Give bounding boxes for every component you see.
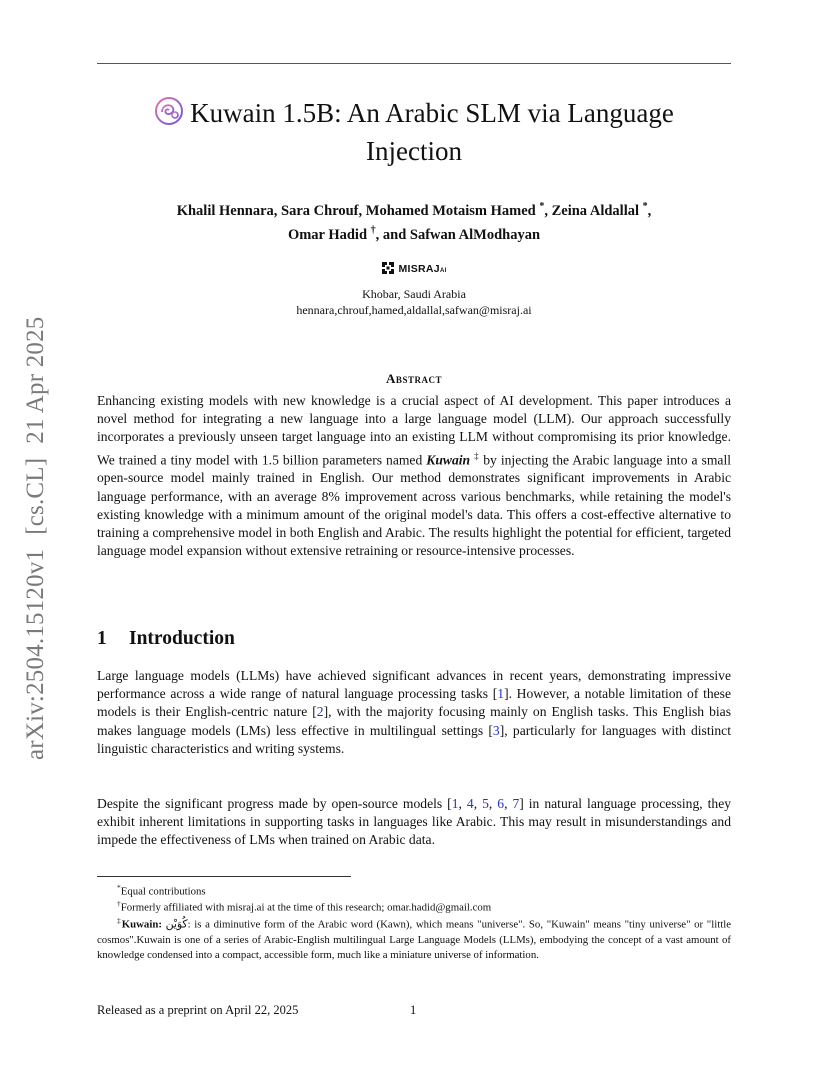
citation-link[interactable]: 3 bbox=[492, 722, 500, 738]
author-text: Omar Hadid bbox=[287, 226, 371, 243]
author-text: , bbox=[647, 202, 652, 219]
author-text: Khalil Hennara, Sara Chrouf, Mohamed Motaism Hamed bbox=[176, 202, 540, 219]
abstract-heading: Abstract bbox=[386, 371, 442, 386]
abstract-text: Enhancing existing models with new knowledge is a crucial aspect of AI development. This paper introduces a novel method for integrating a new language into a large language model (LLM). Our approach successfully incorporates a previously unseen target language into an existing LLM without compromising its prior knowledge. We trained a tiny model with 1.5 billion parameters named bbox=[97, 393, 731, 468]
citation-link[interactable]: 5 bbox=[482, 796, 489, 811]
citation-link[interactable]: 4 bbox=[466, 796, 474, 811]
paragraph-text: ] in natural language processing, they exhibit inherent limitations in supporting tasks in languages like Arabic. This may result in misunderstandings and impede the effectiveness of LMs when trained on Arabic data. bbox=[97, 796, 732, 848]
top-rule bbox=[97, 63, 731, 64]
footnote-mark: ‡ bbox=[117, 916, 122, 925]
citation-link[interactable]: 6 bbox=[497, 796, 505, 811]
section-number: 1 bbox=[97, 628, 107, 649]
org-suffix: AI bbox=[439, 268, 447, 274]
arxiv-category: [cs.CL] bbox=[22, 457, 49, 535]
paragraph-text: Large language models (LLMs) have achieved significant advances in recent years, demonstrating impressive performance across a wide range of natural language processing tasks [ bbox=[97, 668, 731, 702]
page-number: 1 bbox=[410, 1003, 417, 1017]
citation-separator: , bbox=[504, 796, 513, 811]
affiliation-location: Khobar, Saudi Arabia bbox=[362, 287, 466, 301]
abstract-body bbox=[97, 392, 731, 560]
footnote-label: Kuwain: bbox=[121, 918, 162, 931]
section-title: Introduction bbox=[129, 628, 235, 649]
paragraph-text: ], with the majority focusing mainly on English tasks. This English bias makes language models (LMs) less effective in multilingual settings [ bbox=[97, 704, 731, 738]
section-heading bbox=[97, 628, 731, 650]
paper-title bbox=[97, 96, 731, 168]
footnote-text: Formerly affiliated with misraj.ai at the time of this research; omar.hadid@gmail.com bbox=[120, 901, 492, 914]
intro-paragraph-2 bbox=[97, 795, 731, 850]
former-affiliation-mark: † bbox=[370, 224, 376, 236]
release-note: Released as a preprint on April 22, 2025 bbox=[97, 1003, 299, 1017]
author-list bbox=[97, 197, 731, 245]
title-line-2: Injection bbox=[366, 136, 462, 166]
citation-separator: , bbox=[473, 796, 483, 811]
footnote-arabic-word: كُوَيْن bbox=[165, 918, 188, 931]
arxiv-stamp bbox=[22, 317, 50, 761]
misraj-logo bbox=[0, 261, 828, 275]
citation-link[interactable]: 7 bbox=[512, 796, 520, 811]
org-name: MISRAJ bbox=[398, 263, 440, 275]
arxiv-date: 21 Apr 2025 bbox=[22, 316, 49, 444]
paragraph-text: ], particularly for languages with distinct linguistic characteristics and writing systems. bbox=[97, 722, 731, 756]
paragraph-text: ]. However, a notable limitation of these models is their English-centric nature [ bbox=[97, 686, 732, 720]
footnote-text: : is a diminutive form of the Arabic word (Kawn), which means "universe". So, "Kuwain" means "tiny universe" or "little cosmos".Kuwain is one of a series of Arabic-English multilingual Large Language Models (LLMs), embodying the concept of a vast amount of knowledge condensed into a compact, accessible form, much like a miniature universe of information. bbox=[97, 918, 732, 961]
title-line-1: Kuwain 1.5B: An Arabic SLM via Language bbox=[190, 98, 674, 128]
footnote-mark: † bbox=[117, 899, 121, 908]
affiliation bbox=[97, 286, 731, 318]
citation-separator: , bbox=[488, 796, 498, 811]
equal-contribution-mark: * bbox=[642, 201, 648, 212]
citation-separator: , bbox=[458, 796, 467, 811]
abstract-text: by injecting the Arabic language into a small open-source model mainly trained in English. Our method demonstrates significant improvements in Arabic language performance, with an average 8% improvement across various benchmarks, while retaining the model's existing knowledge with a minimum amount of the original model's data. This offers a cost-effective alternative to training a comprehensive model in both English and Arabic. The results highlight the potential for efficient, targeted language model expansion without extensive retraining or resource-intensive processes. bbox=[97, 452, 731, 559]
equal-contribution-mark: * bbox=[539, 201, 545, 212]
paragraph-text: Despite the significant progress made by open-source models [ bbox=[97, 796, 452, 811]
affiliation-emails: hennara,chrouf,hamed,aldallal,safwan@misraj.ai bbox=[296, 303, 532, 317]
citation-link[interactable]: 1 bbox=[451, 796, 459, 811]
kuwain-logo-icon bbox=[154, 96, 184, 134]
author-text: , and Safwan AlModhayan bbox=[375, 226, 541, 243]
footnote-rule bbox=[97, 876, 351, 877]
author-text: , Zeina Aldallal bbox=[544, 202, 643, 219]
footnote-3 bbox=[97, 913, 731, 963]
model-footnote-mark: ‡ bbox=[474, 450, 480, 461]
footnote-text: Equal contributions bbox=[120, 885, 206, 898]
intro-paragraph-1 bbox=[97, 667, 731, 758]
misraj-logo-icon bbox=[381, 261, 395, 275]
footnote-mark: * bbox=[117, 883, 121, 892]
arxiv-id: arXiv:2504.15120v1 bbox=[22, 548, 49, 760]
citation-link[interactable]: 2 bbox=[316, 704, 324, 720]
model-name: Kuwain bbox=[426, 452, 471, 468]
citation-link[interactable]: 1 bbox=[497, 686, 505, 702]
